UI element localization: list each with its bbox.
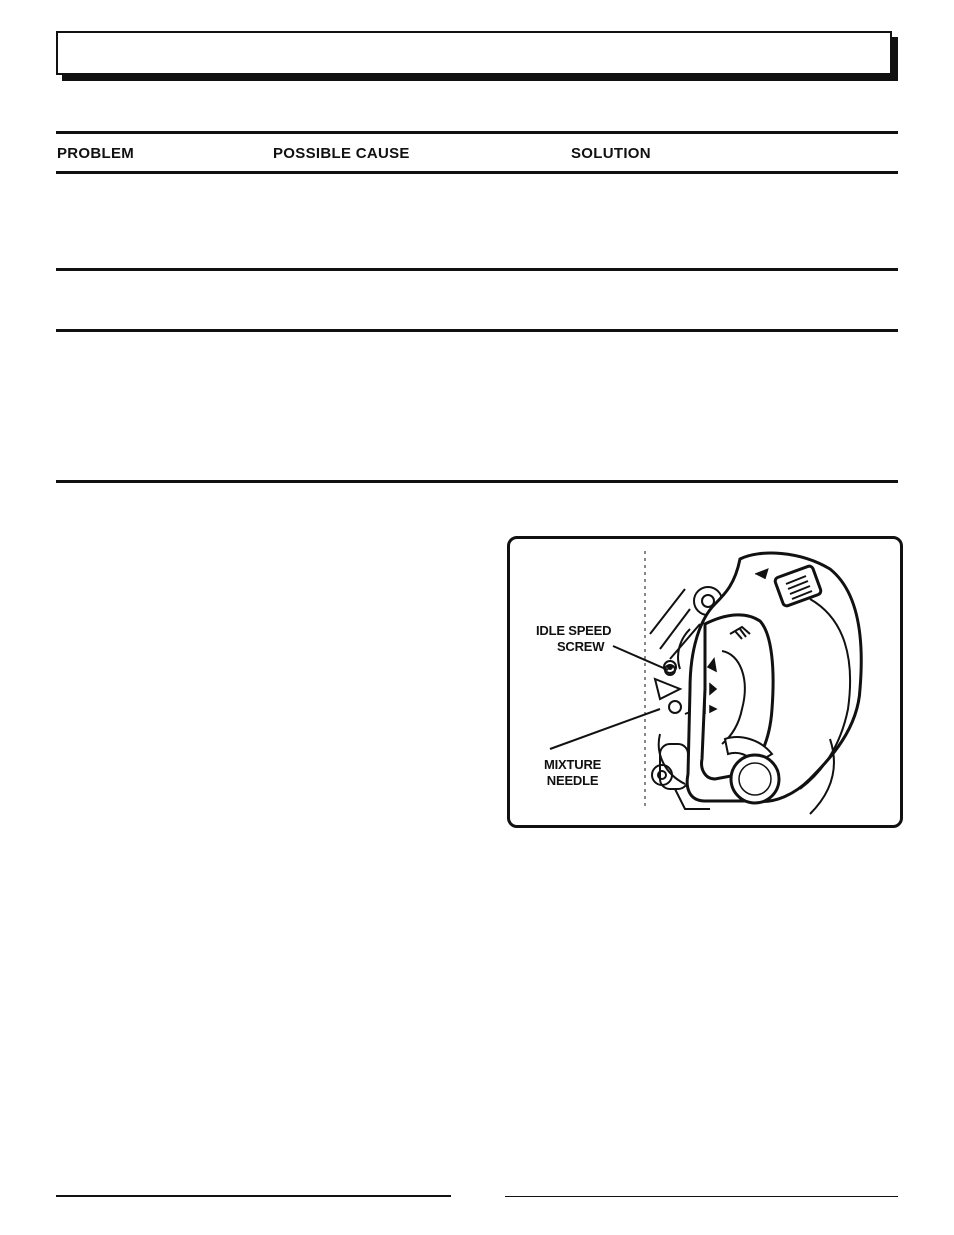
table-row-divider	[56, 329, 898, 332]
idle-speed-label-line1: IDLE SPEED	[536, 623, 612, 638]
carburetor-figure	[507, 536, 903, 828]
footer-rule-right	[505, 1196, 898, 1197]
header-possible-cause: POSSIBLE CAUSE	[273, 145, 410, 162]
idle-speed-label-line2: SCREW	[556, 639, 605, 654]
section-title-box	[56, 31, 892, 75]
idle-speed-screw-label	[536, 623, 611, 655]
header-solution: SOLUTION	[571, 145, 651, 162]
header-problem: PROBLEM	[57, 145, 135, 162]
mixture-label-line1: MIXTURE	[544, 757, 602, 772]
table-header-rule	[56, 171, 898, 174]
mixture-label-line2: NEEDLE	[546, 773, 599, 788]
table-bottom-rule	[56, 480, 898, 483]
mixture-needle-label	[544, 757, 601, 789]
table-top-rule	[56, 131, 898, 134]
table-row-divider	[56, 268, 898, 271]
footer-rule-left	[56, 1195, 451, 1197]
